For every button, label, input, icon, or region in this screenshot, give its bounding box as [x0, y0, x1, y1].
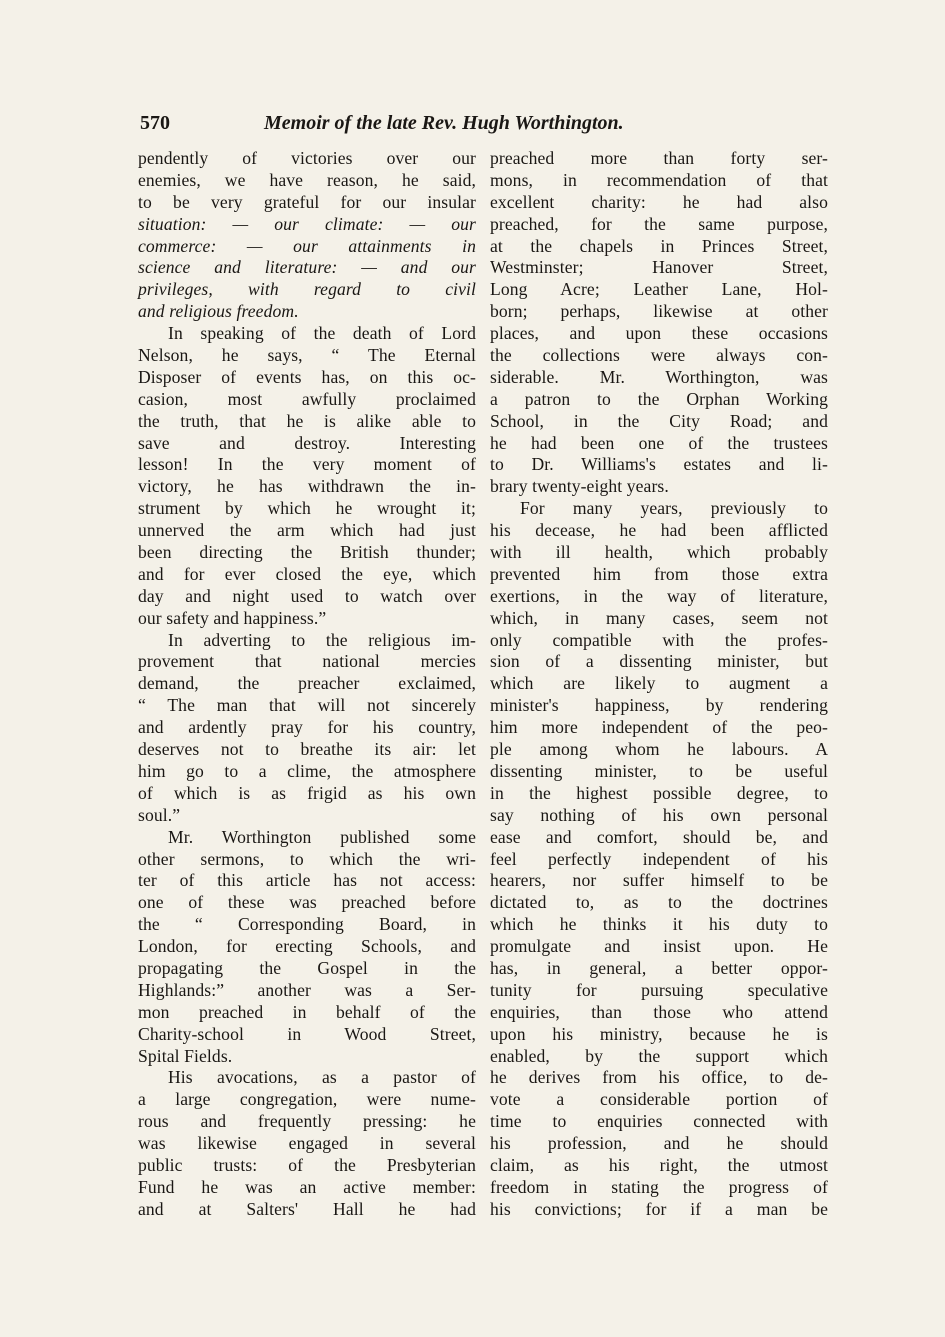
text-line: tunity for pursuing speculative — [490, 979, 828, 1000]
text-line: “ The man that will not sincerely — [138, 695, 476, 716]
text-line: save and destroy. Interesting — [138, 432, 476, 453]
text-line: ter of this article has not access: — [138, 870, 476, 891]
text-line: For many years, previously to — [520, 498, 828, 519]
text-line: him more independent of the peo- — [490, 717, 828, 738]
text-line: to Dr. Williams's estates and li- — [490, 454, 828, 475]
text-line: privileges, with regard to civil — [138, 279, 476, 300]
text-line: his decease, he had been afflicted — [490, 520, 828, 541]
text-line: excellent charity: he had also — [490, 191, 828, 212]
page-number: 570 — [140, 112, 170, 134]
text-line: casion, most awfully proclaimed — [138, 388, 476, 409]
text-line: say nothing of his own personal — [490, 804, 828, 825]
text-line: mons, in recommendation of that — [490, 169, 828, 190]
text-line: Charity-school in Wood Street, — [138, 1023, 476, 1044]
text-line: places, and upon these occasions — [490, 323, 828, 344]
text-line: rous and frequently pressing: he — [138, 1111, 476, 1132]
text-line: and for ever closed the eye, which — [138, 563, 476, 584]
text-line: of which is as frigid as his own — [138, 782, 476, 803]
text-line: his convictions; for if a man be — [490, 1198, 828, 1219]
text-line: with ill health, which probably — [490, 542, 828, 563]
text-line: Disposer of events has, on this oc- — [138, 366, 476, 387]
text-line: in the highest possible degree, to — [490, 782, 828, 803]
text-line: In speaking of the death of Lord — [168, 323, 476, 344]
text-line: Mr. Worthington published some — [168, 826, 476, 847]
text-line: which, in many cases, seem not — [490, 607, 828, 628]
text-line: pendently of victories over our — [138, 148, 476, 168]
text-line: lesson! In the very moment of — [138, 454, 476, 475]
text-line: In adverting to the religious im- — [168, 629, 476, 650]
text-line: exertions, in the way of literature, — [490, 585, 828, 606]
text-line: born; perhaps, likewise at other — [490, 301, 828, 322]
text-line: mon preached in behalf of the — [138, 1001, 476, 1022]
text-line: commerce: — our attainments in — [138, 235, 476, 256]
text-line: sion of a dissenting minister, but — [490, 651, 828, 672]
text-line: Nelson, he says, “ The Eternal — [138, 345, 476, 366]
text-line: School, in the City Road; and — [490, 410, 828, 431]
text-line: one of these was preached before — [138, 892, 476, 913]
text-line: the collections were always con- — [490, 345, 828, 366]
text-line: victory, he has withdrawn the in- — [138, 476, 476, 497]
text-line: the “ Corresponding Board, in — [138, 914, 476, 935]
text-line: public trusts: of the Presbyterian — [138, 1154, 476, 1175]
text-line: prevented him from those extra — [490, 563, 828, 584]
text-line: was likewise engaged in several — [138, 1133, 476, 1154]
text-line: science and literature: — and our — [138, 257, 476, 278]
text-line: promulgate and insist upon. He — [490, 936, 828, 957]
text-line: been directing the British thunder; — [138, 542, 476, 563]
running-title: Memoir of the late Rev. Hugh Worthington. — [264, 112, 624, 134]
text-line: his profession, and he should — [490, 1133, 828, 1154]
text-line: siderable. Mr. Worthington, was — [490, 366, 828, 387]
text-line: our safety and happiness.” — [138, 607, 327, 628]
text-line: which are likely to augment a — [490, 673, 828, 694]
text-line: unnerved the arm which had just — [138, 520, 476, 541]
text-line: Spital Fields. — [138, 1045, 233, 1066]
right-text-column — [490, 148, 828, 1221]
text-line: demand, the preacher exclaimed, — [138, 673, 476, 694]
text-line: brary twenty-eight years. — [490, 476, 669, 497]
text-line: hearers, nor suffer himself to be — [490, 870, 828, 891]
text-line: enemies, we have reason, he said, — [138, 169, 476, 190]
text-line: preached more than forty ser- — [490, 148, 828, 168]
text-line: enabled, by the support which — [490, 1045, 828, 1066]
text-line: to be very grateful for our insular — [138, 191, 476, 212]
text-line: ple among whom he labours. A — [490, 739, 828, 760]
text-line: other sermons, to which the wri- — [138, 848, 476, 869]
text-line: a patron to the Orphan Working — [490, 388, 828, 409]
left-text-column — [138, 148, 476, 1221]
text-line: Westminster; Hanover Street, — [490, 257, 828, 278]
text-line: upon his ministry, because he is — [490, 1023, 828, 1044]
text-line: ease and comfort, should be, and — [490, 826, 828, 847]
text-line: him go to a clime, the atmosphere — [138, 760, 476, 781]
text-line: the truth, that he is alike able to — [138, 410, 476, 431]
text-line: which he thinks it his duty to — [490, 914, 828, 935]
text-line: Fund he was an active member: — [138, 1176, 476, 1197]
text-line: dictated to, as to the doctrines — [490, 892, 828, 913]
text-line: preached, for the same purpose, — [490, 213, 828, 234]
text-line: provement that national mercies — [138, 651, 476, 672]
text-line: His avocations, as a pastor of — [168, 1067, 476, 1088]
text-line: deserves not to breathe its air: let — [138, 739, 476, 760]
text-line: London, for erecting Schools, and — [138, 936, 476, 957]
text-line: at the chapels in Princes Street, — [490, 235, 828, 256]
text-line: he had been one of the trustees — [490, 432, 828, 453]
text-line: Long Acre; Leather Lane, Hol- — [490, 279, 828, 300]
text-line: claim, as his right, the utmost — [490, 1154, 828, 1175]
text-line: time to enquiries connected with — [490, 1111, 828, 1132]
text-line: a large congregation, were nume- — [138, 1089, 476, 1110]
text-line: freedom in stating the progress of — [490, 1176, 828, 1197]
text-line: and religious freedom. — [138, 301, 299, 322]
text-line: enquiries, than those who attend — [490, 1001, 828, 1022]
text-line: has, in general, a better oppor- — [490, 957, 828, 978]
text-line: feel perfectly independent of his — [490, 848, 828, 869]
text-line: minister's happiness, by rendering — [490, 695, 828, 716]
text-line: only compatible with the profes- — [490, 629, 828, 650]
running-header — [140, 106, 830, 146]
text-line: propagating the Gospel in the — [138, 957, 476, 978]
text-line: Highlands:” another was a Ser- — [138, 979, 476, 1000]
text-line: and ardently pray for his country, — [138, 717, 476, 738]
text-line: situation: — our climate: — our — [138, 213, 476, 234]
text-line: vote a considerable portion of — [490, 1089, 828, 1110]
text-line: dissenting minister, to be useful — [490, 760, 828, 781]
text-line: strument by which he wrought it; — [138, 498, 476, 519]
text-line: soul.” — [138, 804, 181, 825]
text-line: he derives from his office, to de- — [490, 1067, 828, 1088]
text-line: and at Salters' Hall he had — [138, 1198, 476, 1219]
text-line: day and night used to watch over — [138, 585, 476, 606]
